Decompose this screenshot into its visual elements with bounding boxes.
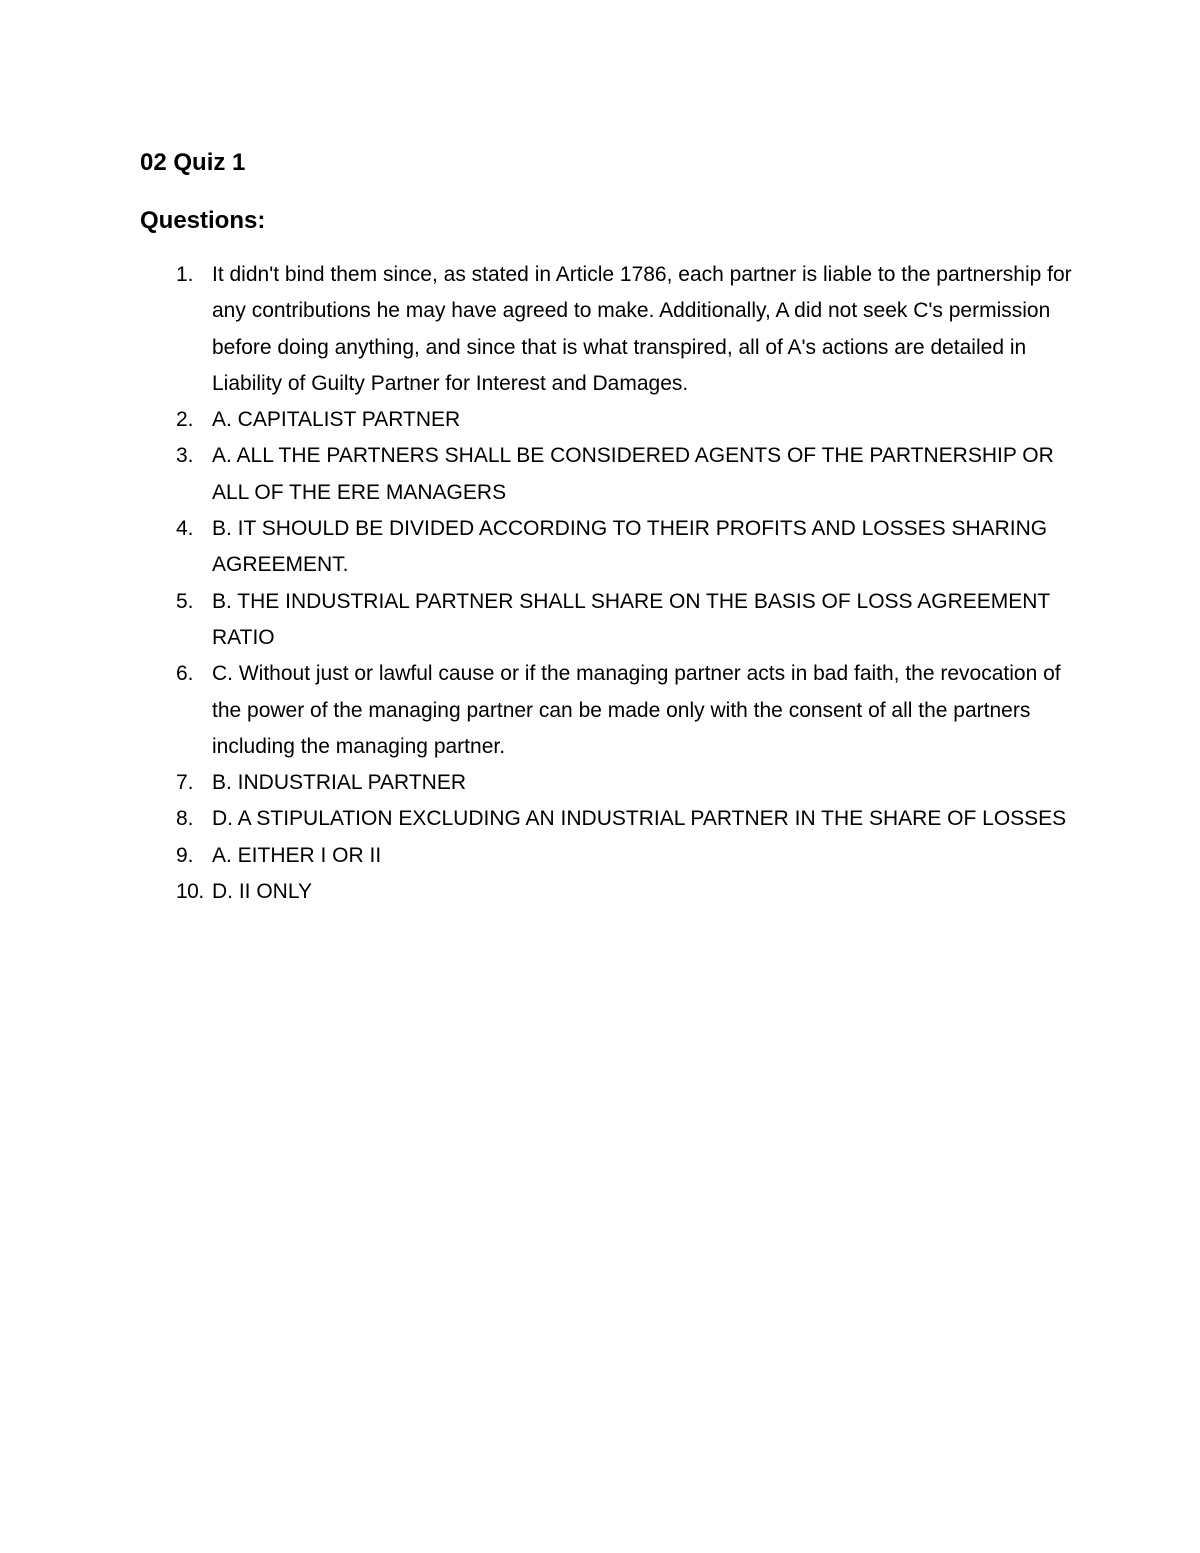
questions-heading: Questions:: [140, 207, 266, 234]
item-number: 10.: [176, 880, 204, 904]
list-item: [140, 874, 1080, 910]
list-item: [140, 402, 1080, 438]
item-number: 2.: [176, 408, 194, 432]
item-number: 1.: [176, 263, 194, 286]
list-item: [140, 838, 1080, 874]
answer-text: C. Without just or lawful cause or if the managing partner acts in bad faith, the revocation of the power of the managing partner can be made only with the consent of all the partners including the managing partner.: [212, 662, 1061, 758]
item-number: 8.: [176, 807, 194, 831]
list-item: [140, 511, 1080, 584]
list-item: [140, 438, 1080, 511]
list-item: [140, 656, 1080, 765]
list-item: [140, 584, 1080, 657]
list-item: [140, 257, 1080, 402]
answer-text: It didn't bind them since, as stated in Article 1786, each partner is liable to the partnership for any contributions he may have agreed to make. Additionally, A did not seek C's permission before doing anything, and since that is what transpired, all of A's actions are detailed in Liability of Guilty Partner for Interest and Damages.: [212, 263, 1072, 395]
item-number: 9.: [176, 843, 194, 867]
item-number: 7.: [176, 771, 194, 795]
document-title: 02 Quiz 1: [140, 149, 246, 176]
answers-list: [140, 257, 1080, 910]
answer-text: B. THE INDUSTRIAL PARTNER SHALL SHARE ON THE BASIS OF LOSS AGREEMENT RATIO: [212, 589, 1050, 649]
answer-text: D. II ONLY: [212, 880, 312, 904]
list-item: [140, 801, 1080, 837]
answer-text: D. A STIPULATION EXCLUDING AN INDUSTRIAL PARTNER IN THE SHARE OF LOSSES: [212, 807, 1067, 831]
answer-text: B. INDUSTRIAL PARTNER: [212, 771, 466, 795]
answer-text: A. EITHER I OR II: [212, 843, 382, 867]
list-item: [140, 765, 1080, 801]
answer-text: A. CAPITALIST PARTNER: [212, 408, 461, 432]
item-number: 5.: [176, 589, 194, 613]
item-number: 3.: [176, 444, 194, 468]
item-number: 4.: [176, 517, 194, 541]
answer-text: B. IT SHOULD BE DIVIDED ACCORDING TO THEIR PROFITS AND LOSSES SHARING AGREEMENT.: [212, 517, 1048, 577]
answer-text: A. ALL THE PARTNERS SHALL BE CONSIDERED AGENTS OF THE PARTNERSHIP OR ALL OF THE ERE MANAGERS: [212, 444, 1054, 504]
item-number: 6.: [176, 662, 194, 686]
